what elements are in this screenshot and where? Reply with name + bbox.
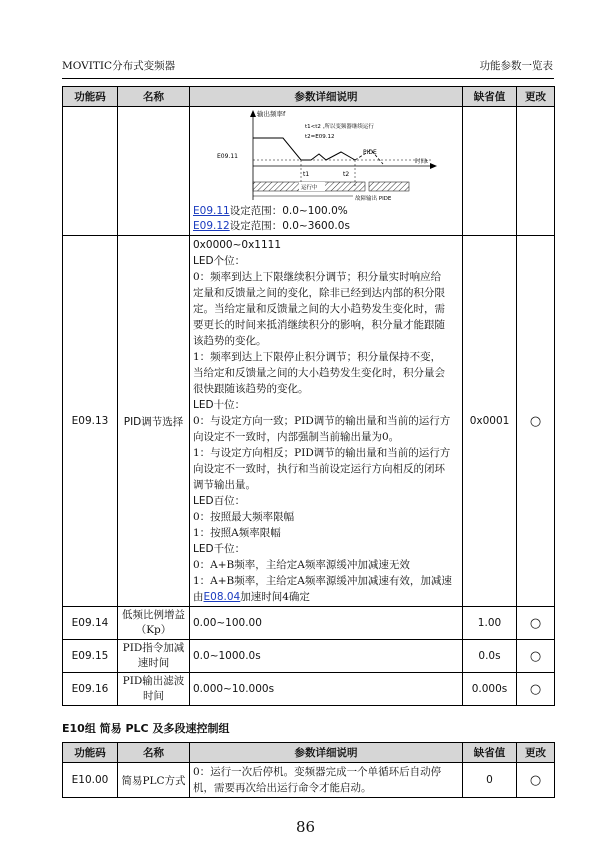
range-line-2: E09.12设定范围：0.0~3600.0s xyxy=(193,220,350,232)
param-default: 0 xyxy=(463,763,517,798)
table-row xyxy=(63,763,555,798)
change-mark: ○ xyxy=(517,673,555,706)
level-label: E09.11 xyxy=(217,153,238,160)
param-link-e08-04[interactable]: E08.04 xyxy=(203,591,241,603)
col-change: 更改 xyxy=(517,743,555,763)
params-table-e10 xyxy=(62,742,555,798)
note-1: t1<t2 ,所以变频器继续运行 xyxy=(305,124,374,130)
col-desc: 参数详细说明 xyxy=(190,87,463,107)
param-desc: 0x0000~0x1111 LED个位： 0：频率到达上下限继续积分调节；积分量实时响应给 定量和反馈量之间的变化，除非已经到达内部的积分限 定。当给定量和反馈量之间的大小趋势发生变化时，需 要更长的时间来抵消继续积分的影响，积分量才能跟随 该趋势的变化。 1：频率到达上下限停止积分调节；积分量保持不变， 当给定和反馈量之间的大小趋势发生变化时，积分量会 很快跟随该趋势的变化。 LED十位： 0：与设定方向一致；PID调节的输出量和当前的运行方 向设定不一致时，内部强制当前输出量为0。 1：与设定方向相反；PID调节的输出量和当前的运行方 向设定不一致时，执行和当前设定运行方向相反的闭环 调节输出量。 LED百位： 0：按照最大频率限幅 1：按照A频率限幅 LED千位： 0：A+B频率，主给定A频率源缓冲加减速无效 1：A+B频率，主给定A频率源缓冲加减速有效，加减速 由E08.04加速时间4确定 xyxy=(190,236,463,607)
params-table-e09 xyxy=(62,86,555,706)
param-code: E09.14 xyxy=(63,607,118,640)
table-row xyxy=(63,673,555,706)
header-section: 功能参数一览表 xyxy=(479,60,553,72)
param-code: E09.13 xyxy=(63,236,118,607)
pid-fault-diagram xyxy=(193,108,459,204)
note-2: t2=E09.12 xyxy=(305,134,335,140)
time-label: 时间t xyxy=(415,159,429,165)
change-mark: ○ xyxy=(517,640,555,673)
pide-label: PIDE xyxy=(363,149,377,156)
col-name: 名称 xyxy=(118,87,190,107)
page-number: 86 xyxy=(295,818,316,836)
param-desc: 0.00~100.00 xyxy=(190,607,463,640)
param-desc: 0.000~10.000s xyxy=(190,673,463,706)
param-code: E09.15 xyxy=(63,640,118,673)
param-default: 0x0001 xyxy=(463,236,517,607)
header-rule xyxy=(62,78,554,79)
col-desc: 参数详细说明 xyxy=(190,743,463,763)
table-header-row xyxy=(63,87,555,107)
param-code: E09.16 xyxy=(63,673,118,706)
col-code: 功能码 xyxy=(63,743,118,763)
param-code: E10.00 xyxy=(63,763,118,798)
header-title: MOVITIC分布式变频器 xyxy=(62,60,176,72)
table-row xyxy=(63,607,555,640)
y-axis-label: 输出频率f xyxy=(257,110,286,118)
fault-output-label: 故障输出 PIDE xyxy=(355,196,392,202)
param-desc: 0：运行一次后停机。变频器完成一个单循环后自动停 机，需要再次给出运行命令才能启动。 xyxy=(190,763,463,798)
param-desc: 0.0~1000.0s xyxy=(190,640,463,673)
param-name: 低频比例增益 （Kp） xyxy=(118,607,190,640)
figure-cell xyxy=(190,107,463,236)
param-default: 1.00 xyxy=(463,607,517,640)
t2-label: t2 xyxy=(343,171,350,178)
section-title: E10组 简易 PLC 及多段速控制组 xyxy=(62,722,230,735)
col-name: 名称 xyxy=(118,743,190,763)
param-link-e09-12[interactable]: E09.12 xyxy=(193,220,230,232)
param-default: 0.000s xyxy=(463,673,517,706)
range-line-1: E09.11设定范围：0.0~100.0% xyxy=(193,205,348,217)
param-name: PID输出滤波 时间 xyxy=(118,673,190,706)
param-default: 0.0s xyxy=(463,640,517,673)
change-mark: ○ xyxy=(517,763,555,798)
table-row xyxy=(63,236,555,607)
param-link-e09-11[interactable]: E09.11 xyxy=(193,205,230,217)
param-name: 简易PLC方式 xyxy=(118,763,190,798)
running-label: 运行中 xyxy=(301,185,318,191)
param-name: PID指令加减 速时间 xyxy=(118,640,190,673)
change-mark: ○ xyxy=(517,236,555,607)
table-row xyxy=(63,107,555,236)
t1-label: t1 xyxy=(303,171,310,178)
table-row xyxy=(63,640,555,673)
col-default: 缺省值 xyxy=(463,87,517,107)
table-header-row xyxy=(63,743,555,763)
change-mark: ○ xyxy=(517,607,555,640)
col-code: 功能码 xyxy=(63,87,118,107)
col-change: 更改 xyxy=(517,87,555,107)
col-default: 缺省值 xyxy=(463,743,517,763)
param-name: PID调节选择 xyxy=(118,236,190,607)
